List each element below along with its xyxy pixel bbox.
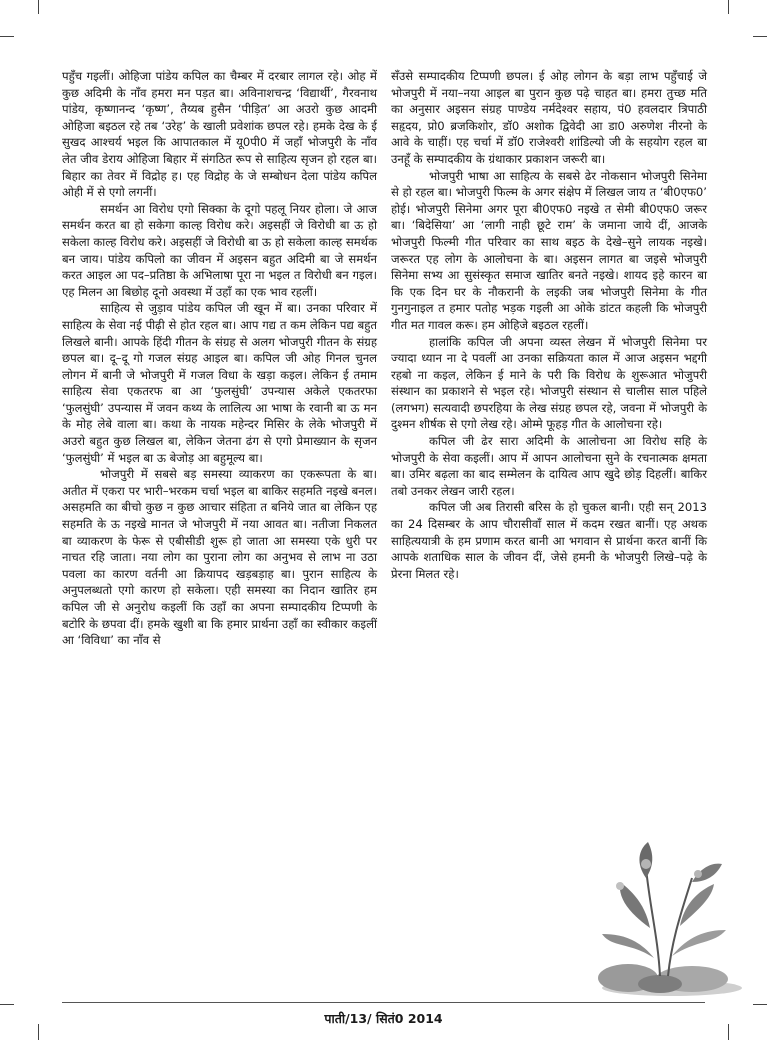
paragraph: पहुँच गइलीं। ओहिजा पांडेय कपिल का चैम्बर में दरबार लागल रहे। ओह में कुछ अदिमी के नाँव हमरा मन पड़त बा। अविनाशचन्द्र ‘विद्यार्थी’, गैरवनाथ पांडेय, कृष्णानन्द ‘कृष्ण’, तैय्यब हुसैन ‘पीड़ित’ आ अउरो कुछ आदमी ओहिजा बइठल रहे तब ‘उरेह’ के खाली प्रवेशांक छपल रहे। हमके देख के ई सुखद आश्चर्य भइल कि आपातकाल में यू0पी0 में जहाँ भोजपुरी के नाँव लेत जीव डेराय ओहिजा बिहार में संगठित रूप से साहित्य सृजन हो रहल बा। बिहार का तेवर में विद्रोह ह। एह विद्रोह के जे सम्बोधन देला पांडेय कपिल ओही में से एगो लगनीं। bbox=[62, 69, 377, 200]
crop-mark bbox=[753, 1004, 767, 1005]
crop-mark bbox=[0, 36, 14, 37]
paragraph: भोजपुरी में सबसे बड़ समस्या व्याकरण का एकरूपता के बा। अतीत में एकरा पर भारी–भरकम चर्चा भइल बा बाकिर सहमति नइखे बनल। असहमति का बीचो कुछ न कुछ आचार संहिता त बनिये जात बा लेकिन एह सहमति के ऊ नइखे मानत जे भोजपुरी में नया आवत बा। नतीजा निकलत बा व्याकरण के फेरू से एबीसीडी शुरू हो जाता आ समस्या एके धुरी पर नाचत रहि जाता। नया लोग का पुराना लोग का अनुभव से लाभ ना उठा पवला का कारण वर्तनी आ क्रियापद खड़बड़ाह बा। पुरान साहित्य के अनुपलब्धतो एगो कारण हो सकेला। एही समस्या का निदान खातिर हम कपिल जी से अनुरोध कइलीं कि उहाँ का अपना सम्पादकीय टिप्पणी के बटोरि के छपवा दीं। हमके खुशी बा कि हमार प्रार्थना उहाँ का स्वीकार कइलीं आ ‘विविधा’ का नाँव से bbox=[62, 467, 377, 648]
footer-rule bbox=[62, 1002, 705, 1003]
paragraph: हालांकि कपिल जी अपना व्यस्त लेखन में भोजपुरी सिनेमा पर ज्यादा ध्यान ना दे पवलीं आ उनका सक्रियता काल में आज अइसन भद्दगी रहबो ना कइल, लेकिन ई माने के परी कि विरोध के शुरूआत भोजुपरी संस्थान का प्रकाशने से भइल रहे। भोजपुरी संस्थान से चालीस साल पहिले (लगभग) सत्यवादी छपरहिया के लेख संग्रह छपल रहे, जवना में भोजपुरी के दुश्मन शीर्षक से एगो लेख रहे। ओम्मे फूहड़ गीत के आलोचना रहे। bbox=[391, 334, 707, 432]
paragraph: कपिल जी अब तिरासी बरिस के हो चुकल बानी। एही सन् 2013 का 24 दिसम्बर के आप चौरासीवाँ साल में कदम रखत बानीं। एह अथक साहित्ययात्री के हम प्रणाम करत बानी आ भगवान से प्रार्थना करत बानीं कि आपके शताधिक साल के जीवन दीं, जेसे हमनी के भोजपुरी लिखे–पढ़े के प्रेरना मिलत रहे। bbox=[391, 500, 707, 581]
paragraph: सँउसे सम्पादकीय टिप्पणी छपल। ई ओह लोगन के बड़ा लाभ पहुँचाई जे भोजपुरी में नया–नया आइल बा पुरान कुछ पढ़े चाहत बा। हमरा तुच्छ मति का अनुसार अइसन संग्रह पाण्डेय नर्मदेश्वर सहाय, पं0 हवलदार त्रिपाठी सहृदय, प्रो0 ब्रजकिशोर, डॉ0 अशोक द्विवेदी आ डा0 अरुणेश नीरनो के आवे के चाहीं। एह चर्चा में डॉ0 राजेश्वरी शांडिल्यो जी के सहयोग रहल बा उनहूँ के सम्पादकीय के ग्रंथाकार प्रकाशन जरूरी बा। bbox=[391, 69, 707, 166]
crop-mark bbox=[728, 0, 729, 14]
paragraph: समर्थन आ विरोध एगो सिक्का के दूगो पहलू नियर होला। जे आज समर्थन करत बा हो सकेगा काल्ह विरोध करे। अइसहीं जे विरोधी बा ऊ हो सकेला काल्ह विरोध करे। अइसहीं जे विरोधी बा ऊ हो सकेला काल्ह समर्थक बन जाय। पांडेय कपिलो का जीवन में अइसन बहुत अदिमी बा जे समर्थन करत आइल आ पद–प्रतिष्ठा के अभिलाषा पूरा ना भइल त विरोधी बन गइल। एह मिलन आ बिछोह दूनो अवस्था में उहाँ का एक भाव रहलीं। bbox=[62, 201, 377, 299]
paragraph: साहित्य से जुड़ाव पांडेय कपिल जी खून में बा। उनका परिवार में साहित्य के सेवा नई पीढ़ी से होत रहल बा। आप गद्य त कम लेकिन पद्य बहुत लिखले बानी। आपके हिंदी गीतन के संग्रह से अलग भोजपुरी गीतन के संग्रह छपल बा। दू–दू गो गजल संग्रह आइल बा। कपिल जी ओह गिनल चुनल लोगन में बानी जे भोजपुरी में गजल विधा के खड़ा कइल। लेकिन ई तमाम साहित्य सेवा एकतरफ बा आ ‘फुलसुंघी’ उपन्यास अकेले एकतरफा ‘फुलसुंघी’ उपन्यास में जवन कथ्य के लालित्य आ भाषा के रवानी बा ऊ मन के मोह लेबे वाला बा। कथा के नायक महेन्दर मिसिर के लेके भोजपुरी में अउरो बहुत कुछ लिखल बा, लेकिन जेतना ढंग से एगो प्रेमाख्यान के सृजन ‘फुलसुंघी’ में भइल बा ऊ बेजोड़ आ बहुमूल्य बा। bbox=[62, 301, 377, 465]
crop-mark bbox=[38, 0, 39, 14]
paragraph: भोजपुरी भाषा आ साहित्य के सबसे ढेर नोकसान भोजपुरी सिनेमा से हो रहल बा। भोजपुरी फिल्म के अगर संक्षेप में लिखल जाय त ‘बी0एफ0’ होई। भोजपुरी सिनेमा अगर पूरा बी0एफ0 नइखे त सेमी बी0एफ0 जरूर बा। ‘बिदेसिया’ आ ‘लागी नाही छूटे राम’ के जमाना जाये दीं, आजके भोजपुरी फिल्मी गीत परिवार का साथ बइठ के देखे–सुने लायक नइखे। जरूरत एह लोग के आलोचना के बा। अइसन लागत बा जइसे भोजपुरी सिनेमा सभ्य आ सुसंस्कृत समाज खातिर बनते नइखे। शायद इहे कारन बा कि एक दिन घर के नौकरानी के लइकी जब भोजपुरी सिनेमा के गीत गुनगुनाइल त हमार पतोह भड़क गइली आ ओके डांटत कहली कि भोजपुरी गीत मत गावल करू। हम ओहिजे बइठल रहलीं। bbox=[391, 168, 707, 332]
left-column bbox=[62, 68, 377, 649]
right-column bbox=[391, 68, 707, 582]
crop-mark bbox=[0, 1004, 14, 1005]
plant-illustration bbox=[580, 838, 750, 998]
paragraph: कपिल जी ढेर सारा अदिमी के आलोचना आ विरोध सहि के भोजपुरी के सेवा कइलीं। आप में आपन आलोचना सुने के रचनात्मक क्षमता बा। उमिर बढ़ला का बाद सम्मेलन के दायित्व आप खुदे छोड़ दिहलीं। बाकिर तबो उनकर लेखन जारी रहल। bbox=[391, 434, 707, 498]
crop-mark bbox=[753, 36, 767, 37]
page-footer: पाती/13/ सितं0 2014 bbox=[324, 1011, 443, 1026]
